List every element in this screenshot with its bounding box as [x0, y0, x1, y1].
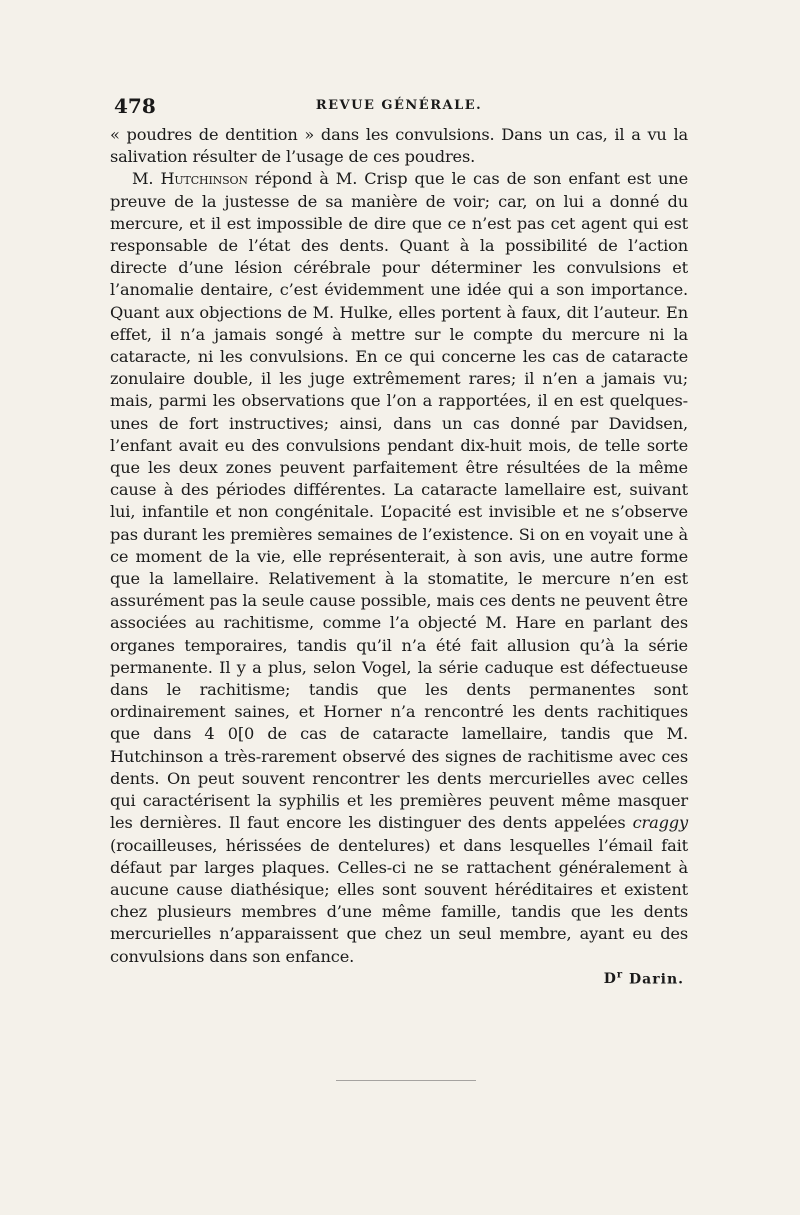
signature-title: $D^r$: [603, 969, 624, 988]
paragraph-2-text: répond à M. Crisp que le cas de son enfant est une preuve de la justesse de sa manière de voir; car, on lui a donné du mercure, et il est impossible de dire que ce n’est pas cet agent qui est responsable de l’état des dents. Quant à la possibilité de l’action directe d’une lésion cérébrale pour déterminer les convulsions et l’anomalie dentaire, c’est évidemment une idée qui a son importance. Quant aux objections de M. Hulke, elles portent à faux, dit l’auteur. En effet, il n’a jamais songé à mettre sur le compte du mercure ni la cataracte, ni les convulsions. En ce qui concerne les cas de cataracte zonulaire double, il les juge extrêmement rares; il n’en a jamais vu; mais, parmi les observations que l’on a rapportées, il en est quelques-unes de fort instructives; ainsi, dans un cas donné par Davidsen, l’enfant avait eu des convulsions pendant dix-huit mois, de telle sorte que les deux zones peuvent parfaitement être résultées de la même cause à des périodes différentes. La cataracte lamellaire est, suivant lui, infantile et non congénitale. L’opacité est invisible et ne s’observe pas durant les premières semaines de l’existence. Si on en voyait une à ce moment de la vie, elle représenterait, à son avis, une autre forme que la lamellaire. Relativement à la stomatite, le mercure n’en est assurément pas la seule cause possible, mais ces dents ne peuvent être associées au rachitisme, comme l’a objecté M. Hare en parlant des organes temporaires, tandis qu’il n’a été fait allusion qu’à la série permanente. Il y a plus, selon Vogel, la série caduque est défectueuse dans le rachitisme; tandis que les dents permanentes sont ordinairement saines, et Horner n’a rencontré les dents rachitiques que dans 4 0[0 de cas de cataracte lamellaire, tandis que M. Hutchinson a très-rarement observé des signes de rachitisme avec ces dents. On peut souvent rencontrer les dents mercurielles avec celles qui caractérisent la syphilis et les premières peuvent même masquer les dernières. Il faut encore les distinguer des dents appelées: [110, 169, 688, 833]
italic-term: craggy: [632, 813, 688, 833]
signature-name: Darin.: [629, 971, 684, 988]
bleed-through-texture: [118, 1008, 688, 1074]
paragraph-1: « poudres de dentition » dans les convulsions. Dans un cas, il a vu la salivation résulter de l’usage de ces poudres.: [110, 125, 688, 167]
document-page: [110, 92, 688, 987]
paragraph-2-end: (rocailleuses, hérissées de dentelures) et dans lesquelles l’émail fait défaut par larges plaques. Celles-ci ne se rattachent généralement à aucune cause diathésique; elles sont souvent héréditaires et existent chez plusieurs membres d’une même famille, tandis que les dents mercurielles n’apparaissent que chez un seul membre, ayant eu des convulsions dans son enfance.: [110, 835, 688, 966]
signature: [110, 970, 688, 988]
bleed-through-rule: [336, 1080, 476, 1081]
paragraph-2-prefix: M.: [132, 169, 161, 189]
page-number: 478: [114, 94, 156, 118]
signature-title-sup: r: [616, 969, 624, 981]
page-header: [110, 92, 688, 118]
article-body: [110, 124, 688, 968]
running-head: REVUE GÉNÉRALE.: [315, 98, 483, 113]
paragraph-2: [110, 168, 688, 967]
author-name: Hutchinson: [160, 169, 248, 189]
